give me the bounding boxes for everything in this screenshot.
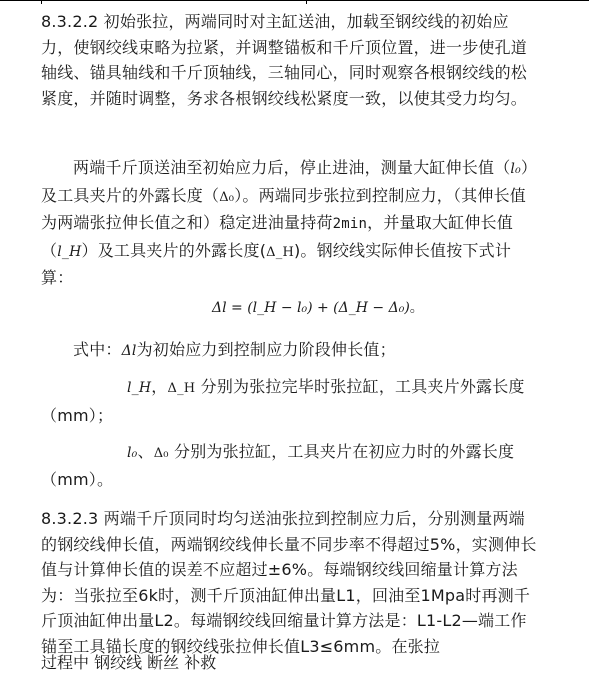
where-desc: 为初始应力到控制应力阶段伸长值； bbox=[136, 340, 396, 359]
cut-off-line bbox=[41, 651, 541, 675]
cut-off-text: 过程中 钢绞线 断丝 补救 bbox=[41, 653, 217, 672]
symbol-deltaH: Δ_H bbox=[266, 244, 294, 260]
para2-text-3: ）。两端同步张拉到控制应力，（其伸长值为两端张拉伸长值之和）稳定进油量持荷 bbox=[41, 185, 527, 232]
para2-text-1: 两端千斤顶送油至初始应力后，停止进油，测量大缸伸长值（ bbox=[73, 158, 511, 177]
where-prefix: 式中： bbox=[73, 340, 122, 359]
where-l0-desc: 分别为张拉缸，工具夹片在初应力时的外露长度 bbox=[168, 442, 515, 461]
hold-duration: 2min bbox=[332, 216, 368, 232]
symbol-delta-l: Δl bbox=[121, 343, 137, 359]
symbol-l0: l₀ bbox=[510, 161, 521, 177]
where-sep-2: 、 bbox=[137, 442, 154, 461]
symbol-delta0: Δ₀ bbox=[219, 189, 235, 205]
top-border-tick-left bbox=[41, 0, 42, 4]
para2-text-2: ）及工具夹片的外露长度（ bbox=[41, 158, 538, 205]
top-border-line bbox=[0, 0, 589, 1]
where-lh-unit: （mm）； bbox=[41, 406, 114, 425]
symbol-lH: l_H bbox=[57, 243, 82, 260]
para2-text-4: ）及工具夹片的外露长度( bbox=[81, 240, 267, 260]
para2-text-3c: ，并量取大缸伸长值（ bbox=[41, 213, 513, 260]
symbol-delta0-2: Δ₀ bbox=[153, 446, 169, 461]
measurement-paragraph bbox=[41, 155, 541, 291]
symbol-lH-2: l_H bbox=[127, 380, 152, 396]
section-8-3-2-3-text: 8.3.2.3 两端千斤顶同时均匀送油张拉到控制应力后，分别测量两端的钢绞线伸长值，两端钢绞线伸长量不同步率不得超过5%，实测伸长值与计算伸长值的误差不应超过±6%。每端钢绞线回缩量计算方法为：当张拉至6k时，测千斤顶油缸伸出量L1，回油至1Mpa时再测千斤顶油缸伸出量L2。每端钢绞线回缩量计算方法是：L1-L2—端工作锚至工具锚长度的钢绞线张拉伸长值L3≤6mm。在张拉 bbox=[41, 509, 537, 656]
para2-text-5: )。钢绞线实际伸长值按下式计算： bbox=[41, 240, 512, 287]
formula-expression: Δl = (l_H − l₀) + (Δ_H − Δ₀) bbox=[212, 300, 410, 316]
section-8-3-2-2 bbox=[41, 9, 541, 111]
symbol-l0-2: l₀ bbox=[127, 445, 138, 461]
where-sep-1: ， bbox=[151, 377, 168, 396]
top-border-tick-right bbox=[306, 0, 307, 4]
section-8-3-2-2-text: 8.3.2.2 初始张拉，两端同时对主缸送油，加载至钢绞线的初始应力，使钢绞线束略为拉紧，并调整锚板和千斤顶位置，进一步使孔道轴线、锚具轴线和千斤顶轴线，三轴同心，同时观察各根钢绞线的松紧度，并随时调整，务求各根钢绞线松紧度一致，以使其受力均匀。 bbox=[41, 12, 528, 108]
formula-end: 。 bbox=[409, 300, 424, 316]
where-lh-desc: 分别为张拉完毕时张拉缸，工具夹片外露长度 bbox=[195, 377, 525, 396]
section-8-3-2-3 bbox=[41, 506, 541, 659]
where-l0-unit: （mm）。 bbox=[41, 470, 114, 489]
symbol-deltaH-2: Δ_H bbox=[167, 381, 196, 396]
elongation-formula bbox=[212, 297, 424, 317]
